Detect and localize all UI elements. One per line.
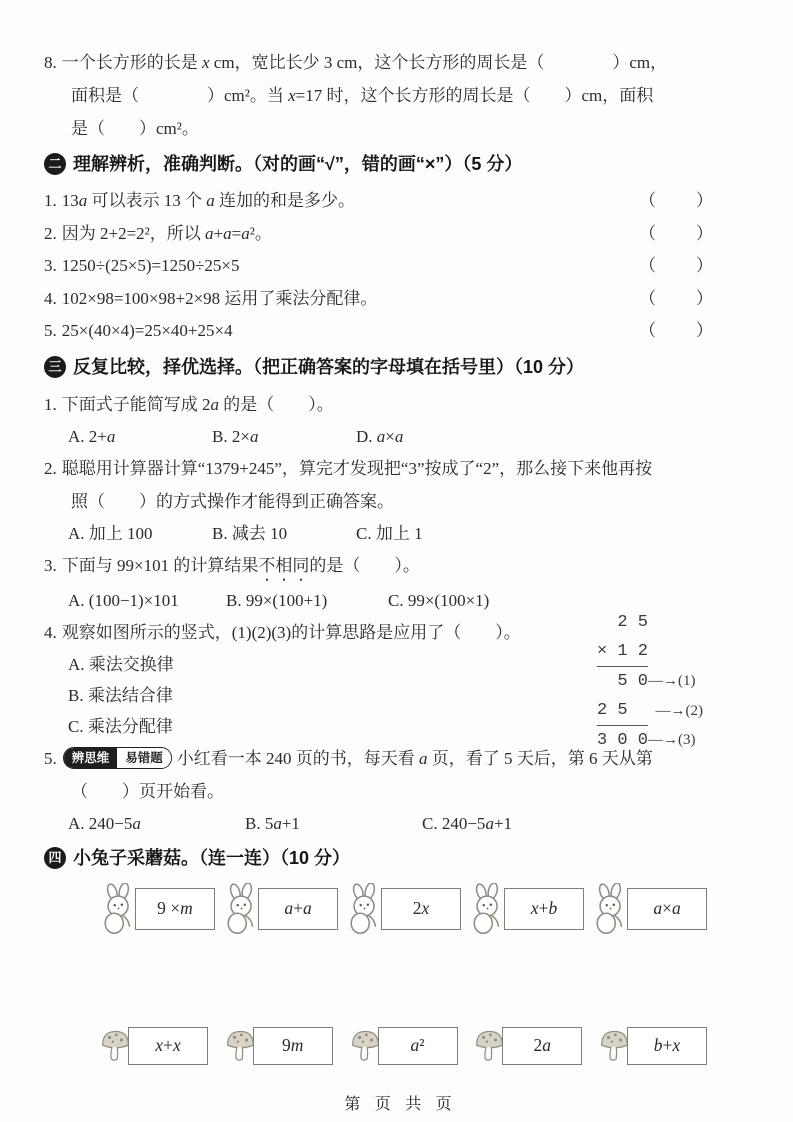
rabbit-icon <box>592 883 630 935</box>
mushroom-icon <box>100 1028 131 1064</box>
mushroom-icon <box>474 1028 505 1064</box>
item-number: 1. <box>44 394 57 414</box>
rabbit-item-5 <box>592 883 707 935</box>
stem <box>44 549 757 585</box>
mushroom-icon <box>599 1028 630 1064</box>
stem <box>44 388 757 421</box>
mushroom-item-5 <box>599 1027 707 1065</box>
answer-bracket: （ ） <box>639 191 715 210</box>
option-a: A. 加上 100 <box>68 523 153 543</box>
item-number: 3. <box>44 555 57 575</box>
rabbit-icon <box>469 883 507 935</box>
choice-question-3 <box>44 549 757 616</box>
item-number: 2. <box>44 223 57 243</box>
judgement-text <box>44 218 272 251</box>
judgement-item-4 <box>44 283 757 316</box>
answer-bracket: （ ） <box>639 223 715 243</box>
choice-question-5 <box>44 742 757 839</box>
option-a: A. 乘法交换律 <box>68 654 174 674</box>
section-2-header <box>44 151 757 177</box>
item-number: 4. <box>44 622 57 642</box>
vm-row-2 <box>597 637 755 667</box>
item-text: 因为 2+2=2²，所以 a+a=a²。 <box>61 223 272 243</box>
mushroom-icon <box>225 1028 256 1064</box>
stem-line-2 <box>44 485 757 518</box>
section-4-title: 小兔子采蘑菇。（连一连）（10 分） <box>73 847 351 868</box>
expression-card[interactable]: 2 a <box>502 1027 582 1065</box>
choice-question-4 <box>44 612 757 750</box>
item-number: 2. <box>44 458 57 478</box>
stem-line-2 <box>44 775 757 808</box>
vm-digits: 5 0 <box>597 671 649 691</box>
question-8-line-3 <box>44 112 757 145</box>
judgement-text <box>44 185 355 218</box>
rabbit-row <box>44 879 757 935</box>
expression-card[interactable]: b + x <box>627 1027 707 1065</box>
mushroom-item-4 <box>474 1027 582 1065</box>
question-8 <box>44 46 757 145</box>
option-d: D. a×a <box>356 426 404 446</box>
expression-card[interactable]: 9 m <box>253 1027 333 1065</box>
item-number: 5. <box>44 321 57 340</box>
mushroom-icon <box>350 1028 381 1064</box>
item-number: 5. <box>44 748 57 768</box>
vm-digits: 2 5 <box>597 612 649 632</box>
item-text: 102×98=100×98+2×98 运用了乘法分配律。 <box>61 288 378 308</box>
vm-row-1 <box>597 608 755 637</box>
expression-card[interactable]: 2 x <box>381 888 461 930</box>
judgement-text <box>44 283 377 316</box>
question-badges <box>63 747 172 769</box>
option-b: B. 减去 10 <box>212 523 288 543</box>
stem-text: 照（ ）的方式操作才能得到正确答案。 <box>71 491 394 511</box>
item-number: 1. <box>44 191 57 210</box>
rabbit-item-3 <box>346 883 461 935</box>
mushroom-row <box>44 1023 757 1065</box>
option-c: C. 99×(100×1) <box>388 590 490 610</box>
badge-error-prone-label: 易错题 <box>117 748 171 768</box>
stem-text: （ ）页开始看。 <box>71 781 224 801</box>
vm-row-3 <box>597 667 755 696</box>
stem-text: 观察如图所示的竖式，(1)(2)(3)的计算思路是应用了（ ）。 <box>61 622 521 642</box>
mushroom-item-1 <box>100 1027 208 1065</box>
choice-question-1 <box>44 388 757 452</box>
expression-card[interactable]: a ² <box>378 1027 458 1065</box>
answer-bracket: （ ） <box>639 256 715 275</box>
judgement-item-2 <box>44 218 757 251</box>
rabbit-item-1 <box>100 883 215 935</box>
option-c: C. 240−5a+1 <box>422 813 513 833</box>
option-c: C. 加上 1 <box>356 523 423 543</box>
judgement-item-1 <box>44 185 757 218</box>
stem-text: 下面与 99×101 的计算结果不相同的是（ ）。 <box>61 555 420 575</box>
section-4-header <box>44 845 757 871</box>
item-text: 13a 可以表示 13 个 a 连加的和是多少。 <box>61 191 355 210</box>
question-number: 8. <box>44 53 57 72</box>
section-2-title: 理解辨析，准确判断。（对的画“√”，错的画“×”）（5 分） <box>73 154 523 174</box>
expression-card[interactable]: 9 × m <box>135 888 215 930</box>
choice-question-2 <box>44 452 757 549</box>
badge-think-label: 辨思维 <box>64 748 118 768</box>
options-row <box>44 518 757 549</box>
options-row <box>44 421 757 452</box>
option-a: A. 240−5a <box>68 813 141 833</box>
vm-row-5 <box>597 726 755 755</box>
option-a: A. (100−1)×101 <box>68 590 179 610</box>
vm-digits: 2 5 <box>597 696 648 726</box>
section-3-header <box>44 354 757 380</box>
expression-card[interactable]: a × a <box>627 888 707 930</box>
vm-digits: 3 0 0 <box>597 730 649 750</box>
rabbit-icon <box>223 883 261 935</box>
options-row <box>44 808 757 839</box>
option-a: A. 2+a <box>68 426 116 446</box>
vm-arrow: —→(2) <box>648 702 703 719</box>
item-text: 1250÷(25×5)=1250÷25×5 <box>61 256 240 275</box>
vm-row-4 <box>597 696 755 726</box>
judgement-text <box>44 315 233 348</box>
matching-lines-area[interactable] <box>44 935 757 1023</box>
page-footer: 第 页 共 页 <box>344 1095 457 1113</box>
stem-text: 小红看一本 240 页的书，每天看 a 页，看了 5 天后，第 6 天从第 <box>176 748 653 768</box>
option-b: B. 乘法结合律 <box>68 685 173 705</box>
rabbit-item-2 <box>223 883 338 935</box>
question-8-line-2 <box>44 79 757 112</box>
expression-card[interactable]: a + a <box>258 888 338 930</box>
mushroom-item-3 <box>350 1027 458 1065</box>
expression-card[interactable]: x + x <box>128 1027 208 1065</box>
question-text: 面积是（ ）cm²。当 x=17 时，这个长方形的周长是（ ）cm，面积 <box>71 86 654 105</box>
vertical-multiplication-figure <box>597 608 755 755</box>
question-8-line-1 <box>44 46 757 79</box>
item-number: 4. <box>44 288 57 308</box>
vm-arrow: —→(1) <box>648 672 696 689</box>
question-text: 一个长方形的长是 x cm，宽比长少 3 cm，这个长方形的周长是（ ）cm， <box>61 53 668 72</box>
judgement-item-5 <box>44 315 757 348</box>
option-b: B. 5a+1 <box>245 813 300 833</box>
question-text: 是（ ）cm²。 <box>71 119 199 138</box>
section-3-number-icon: 三 <box>44 356 66 378</box>
answer-bracket: （ ） <box>639 288 715 308</box>
section-4-number-icon: 四 <box>44 847 66 869</box>
option-b: B. 99×(100+1) <box>226 590 328 610</box>
option-c: C. 乘法分配律 <box>68 716 173 736</box>
judgement-text <box>44 250 240 283</box>
option-b: B. 2×a <box>212 426 259 446</box>
rabbit-icon <box>100 883 138 935</box>
mushroom-item-2 <box>225 1027 333 1065</box>
section-2-number-icon: 二 <box>44 153 66 175</box>
vm-digits: × 1 2 <box>597 637 648 667</box>
rabbit-icon <box>346 883 384 935</box>
stem-text: 聪聪用计算器计算“1379+245”，算完才发现把“3”按成了“2”，那么接下来他再按 <box>61 458 653 478</box>
rabbit-item-4 <box>469 883 584 935</box>
stem-line-1 <box>44 452 757 485</box>
vm-arrow: —→(3) <box>648 731 696 748</box>
item-text: 25×(40×4)=25×40+25×4 <box>61 321 233 340</box>
section-3-title: 反复比较，择优选择。（把正确答案的字母填在括号里）（10 分） <box>73 356 585 377</box>
answer-bracket: （ ） <box>639 321 715 340</box>
expression-card[interactable]: x + b <box>504 888 584 930</box>
item-number: 3. <box>44 256 57 275</box>
stem-text: 下面式子能简写成 2a 的是（ ）。 <box>61 394 334 414</box>
judgement-item-3 <box>44 250 757 283</box>
